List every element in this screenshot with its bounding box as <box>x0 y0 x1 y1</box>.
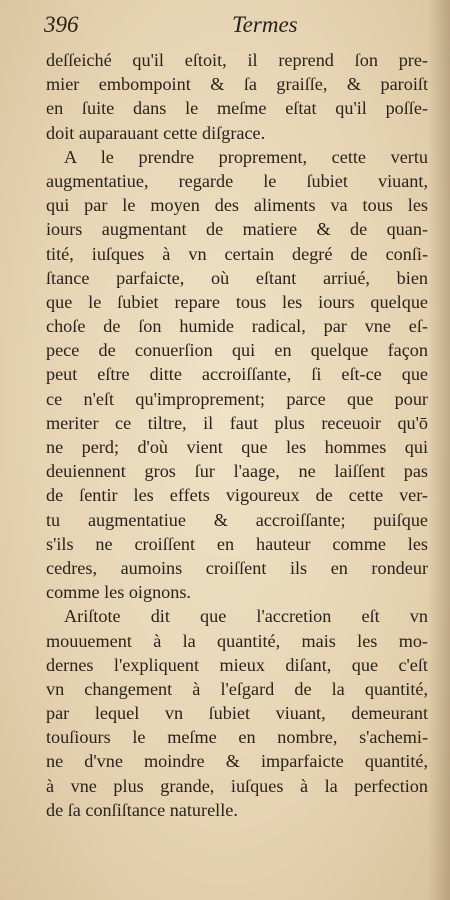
text-line: touſiours le meſme en nombre, s'achemi- <box>46 727 428 748</box>
paragraph-1 <box>46 48 428 145</box>
text-line: ſtance parfaicte, où eſtant arriué, bien <box>46 267 428 288</box>
text-line: tité, iuſques à vn certain degré de conſi- <box>46 243 428 264</box>
text-line: ne d'vne moindre & imparfaicte quantité, <box>46 751 428 772</box>
page-edge-shadow <box>428 0 450 900</box>
text-line: meriter ce tiltre, il faut plus receuoir qu'ō <box>46 412 428 433</box>
text-line: par lequel vn ſubiet viuant, demeurant <box>46 703 428 724</box>
text-line: ce n'eſt qu'improprement; parce que pour <box>46 388 428 409</box>
text-line: deſſeiché qu'il eſtoit, il reprend ſon pre- <box>46 50 428 70</box>
text-line: doit auparauant cette diſgrace. <box>46 122 266 143</box>
paragraph-3 <box>46 604 428 822</box>
page-number: 396 <box>44 12 79 37</box>
text-line: mier embompoint & ſa graiſſe, & paroiſt <box>46 74 428 95</box>
text-line: dernes l'expliquent mieux diſant, que c'eſt <box>46 654 428 675</box>
text-line: choſe de ſon humide radical, par vne eſ- <box>46 316 428 337</box>
text-line: ne perd; d'où vient que les hommes qui <box>46 437 428 457</box>
text-line: comme les oignons. <box>46 582 191 603</box>
text-line: que le ſubiet repare tous les iours quelque <box>46 291 428 312</box>
text-line: Ariſtote dit que l'accretion eſt vn <box>64 606 428 627</box>
text-line: pece de conuerſion qui en quelque façon <box>46 340 428 361</box>
running-head: Termes <box>232 12 298 37</box>
paragraph-2 <box>46 145 428 605</box>
text-line: en ſuite dans le meſme eſtat qu'il poſſe- <box>46 98 428 119</box>
text-line: mouuement à la quantité, mais les mo- <box>46 630 428 651</box>
text-line: iours augmentant de matiere & de quan- <box>46 219 428 240</box>
text-line: de ſentir les effets vigoureux de cette ver- <box>46 485 428 506</box>
text-line: de ſa conſiſtance naturelle. <box>46 799 238 820</box>
text-line: A le prendre proprement, cette vertu <box>64 146 428 167</box>
text-line: vn changement à l'eſgard de la quantité, <box>46 678 428 699</box>
text-line: s'ils ne croiſſent en hauteur comme les <box>46 533 428 554</box>
page-header <box>44 12 404 38</box>
text-line: cedres, aumoins croiſſent ils en rondeur <box>46 557 428 578</box>
text-line: deuiennent gros ſur l'aage, ne laiſſent pas <box>46 461 428 482</box>
text-line: augmentatiue, regarde le ſubiet viuant, <box>46 170 428 191</box>
body-text <box>46 48 428 822</box>
text-line: à vne plus grande, iuſques à la perfection <box>46 775 428 796</box>
text-line: qui par le moyen des aliments va tous les <box>46 195 428 216</box>
text-line: tu augmentatiue & accroiſſante; puiſque <box>46 509 428 530</box>
text-line: peut eſtre ditte accroiſſante, ſi eſt-ce que <box>46 364 428 385</box>
